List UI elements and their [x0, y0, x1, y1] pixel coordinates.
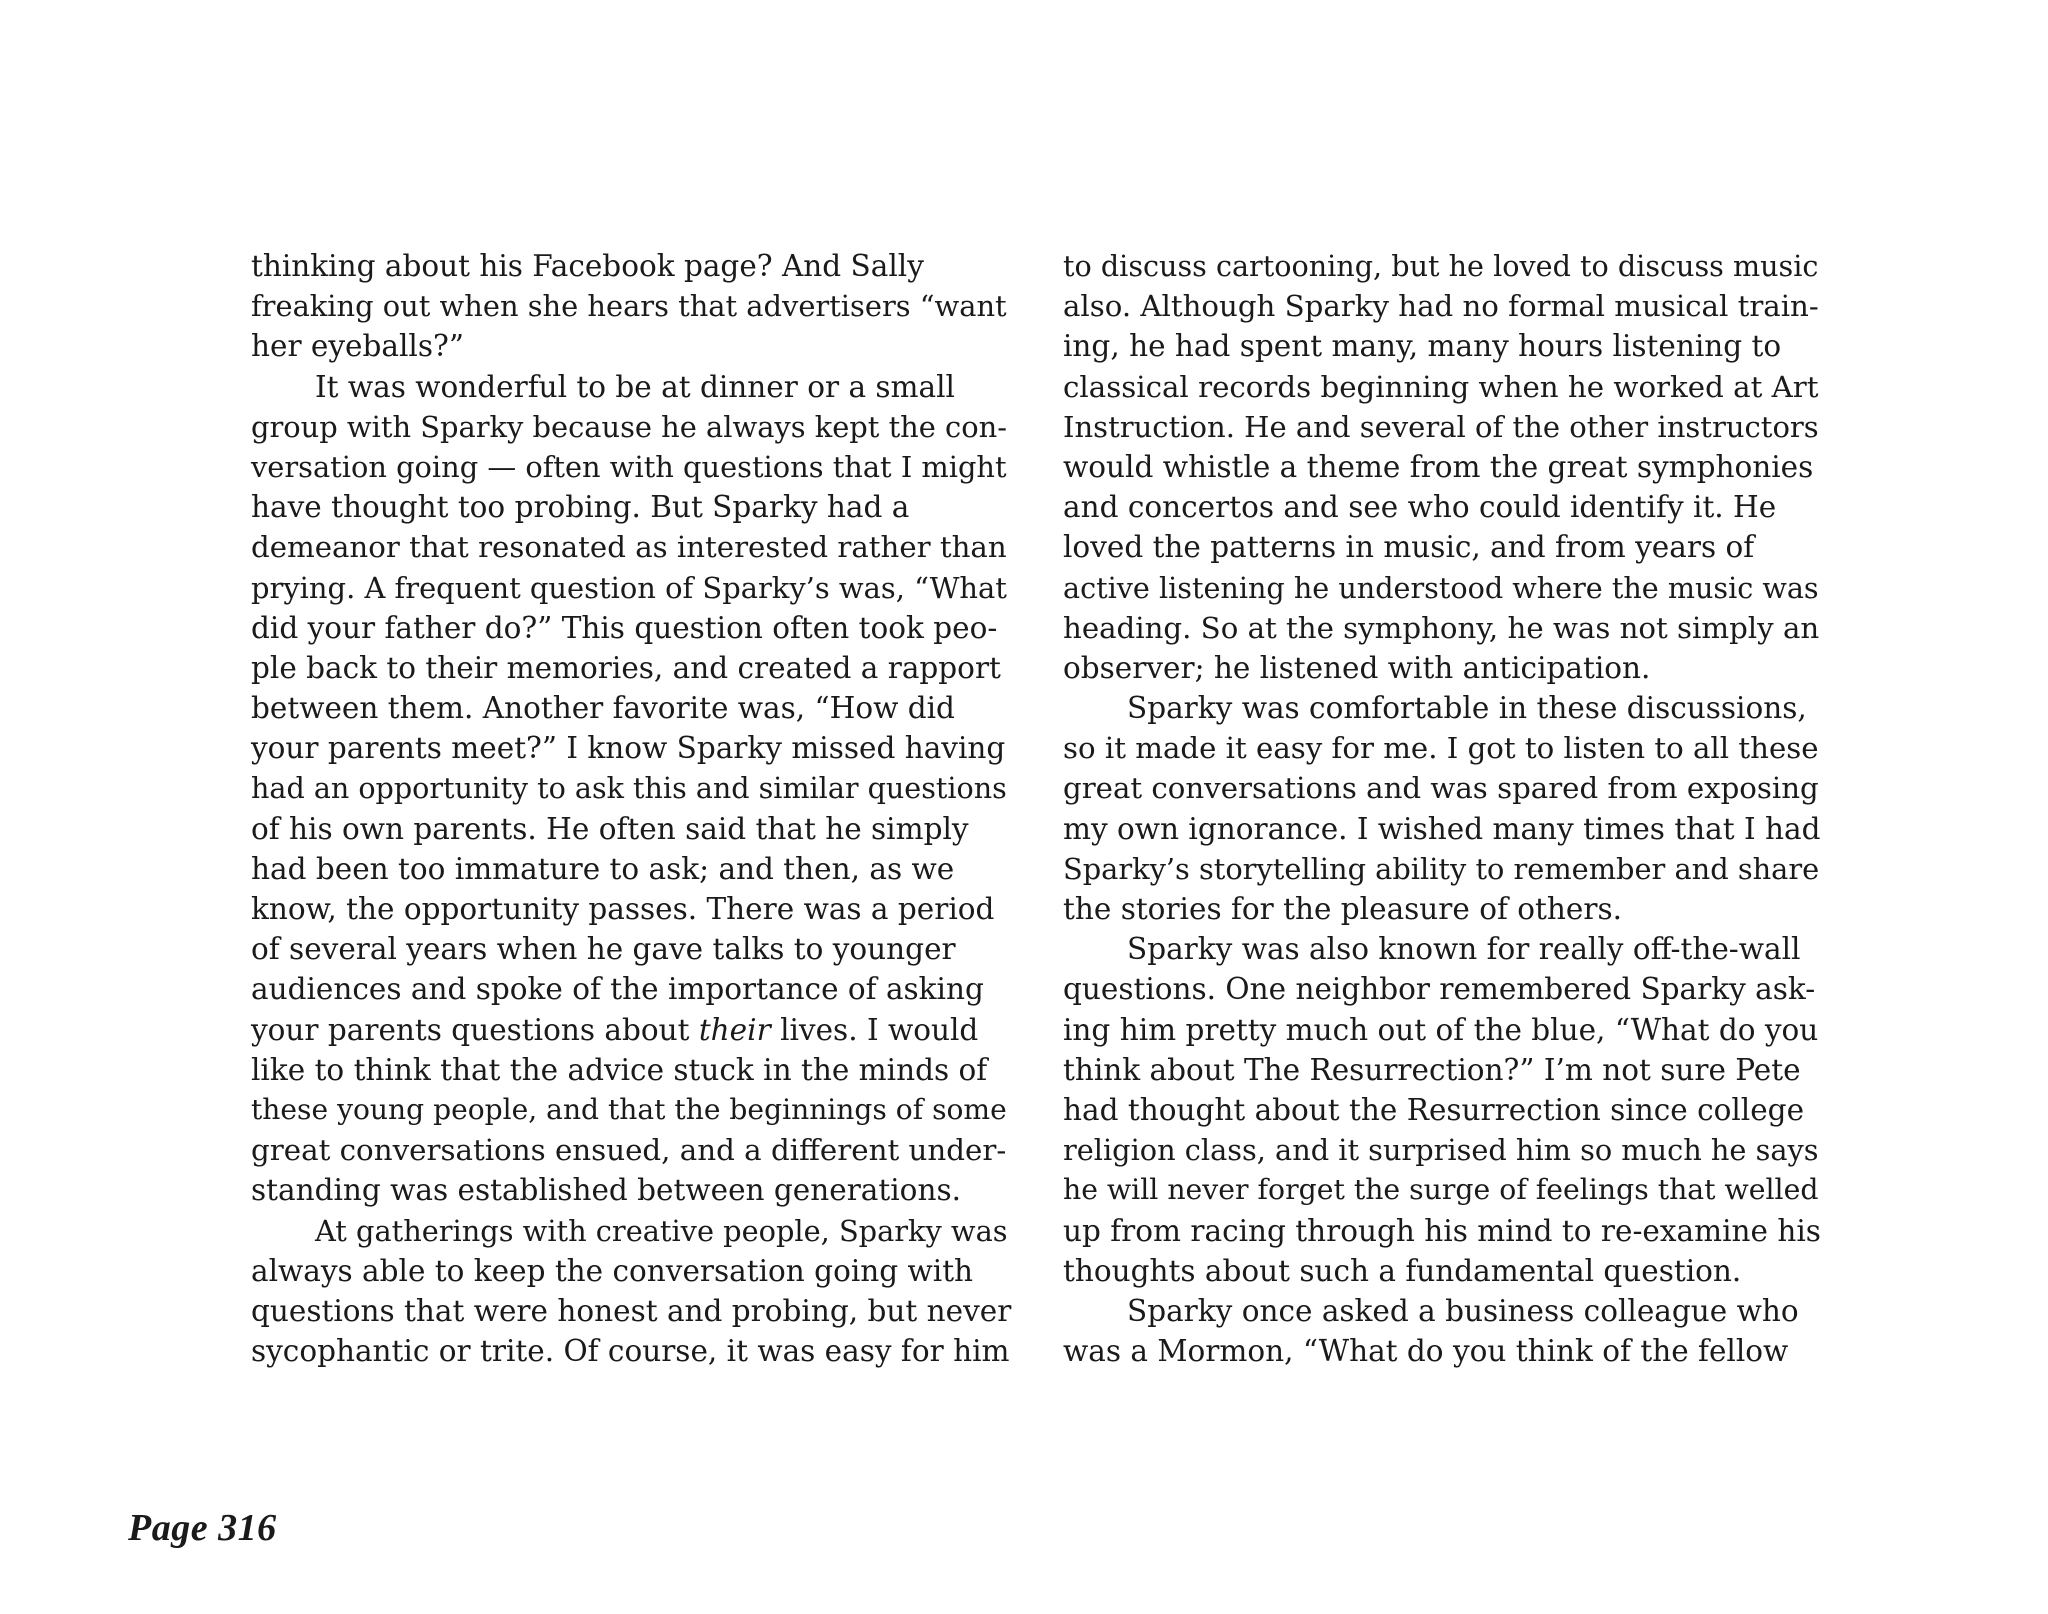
- text-line: classical records beginning when he worked at Art: [1063, 369, 1819, 404]
- text-line: thoughts about such a fundamental question.: [1063, 1253, 1742, 1288]
- text-line: he will never forget the surge of feelings that welled: [1063, 1173, 1819, 1207]
- paragraph-start-line: Sparky once asked a business colleague who: [1127, 1293, 1799, 1328]
- text-line: demeanor that resonated as interested rather than: [251, 530, 1007, 565]
- text-line: also. Although Sparky had no formal musical train-: [1063, 289, 1819, 324]
- text-line: to discuss cartooning, but he loved to discuss music: [1063, 249, 1819, 283]
- paragraph-start-line: Sparky was also known for really off-the-wall: [1127, 932, 1801, 967]
- text-line: prying. A frequent question of Sparky’s was, “What: [251, 570, 1007, 605]
- text-line: great conversations and was spared from exposing: [1063, 771, 1819, 806]
- page-number: Page 316: [128, 1507, 277, 1549]
- text-line: ing him pretty much out of the blue, “What do you: [1063, 1012, 1819, 1047]
- text-line: group with Sparky because he always kept the con-: [251, 409, 1007, 444]
- text-line: sycophantic or trite. Of course, it was easy for him: [251, 1334, 1010, 1369]
- text-line: your parents meet?” I know Sparky missed having: [251, 731, 1006, 766]
- text-line: so it made it easy for me. I got to listen to all these: [1063, 731, 1819, 766]
- text-line: heading. So at the symphony, he was not simply an: [1063, 610, 1820, 645]
- text-line: up from racing through his mind to re-examine his: [1063, 1213, 1821, 1248]
- text-line: think about The Resurrection?” I’m not sure Pete: [1063, 1052, 1801, 1087]
- text-line: between them. Another favorite was, “How did: [251, 691, 955, 726]
- text-line: my own ignorance. I wished many times that I had: [1063, 811, 1821, 846]
- text-line: of several years when he gave talks to younger: [251, 932, 956, 967]
- text-line: the stories for the pleasure of others.: [1063, 892, 1622, 926]
- text-line: loved the patterns in music, and from years of: [1063, 530, 1755, 565]
- text-line: ing, he had spent many, many hours listening to: [1063, 329, 1782, 364]
- paragraph-start-line: At gatherings with creative people, Sparky was: [315, 1213, 1008, 1248]
- text-line: like to think that the advice stuck in the minds of: [251, 1052, 988, 1087]
- text-line: thinking about his Facebook page? And Sally: [251, 249, 924, 283]
- text-segment: lives. I would: [770, 1012, 979, 1047]
- text-line: Sparky’s storytelling ability to remember and share: [1063, 851, 1820, 886]
- text-line: questions. One neighbor remembered Sparky ask-: [1063, 972, 1816, 1007]
- paragraph-start-line: It was wonderful to be at dinner or a small: [315, 369, 955, 404]
- text-line: religion class, and it surprised him so much he says: [1063, 1133, 1819, 1168]
- text-line: of his own parents. He often said that he simply: [251, 811, 969, 846]
- right-text-column: [1063, 246, 1823, 1371]
- text-line: know, the opportunity passes. There was a period: [251, 892, 995, 926]
- text-line: questions that were honest and probing, but never: [251, 1293, 1012, 1328]
- text-line: observer; he listened with anticipation.: [1063, 650, 1651, 685]
- text-line: have thought too probing. But Sparky had a: [251, 490, 910, 525]
- text-line: ple back to their memories, and created a rapport: [251, 650, 1001, 685]
- text-line: had been too immature to ask; and then, as we: [251, 851, 955, 886]
- text-line: and concertos and see who could identify it. He: [1063, 490, 1777, 525]
- text-line: had thought about the Resurrection since college: [1063, 1092, 1805, 1127]
- text-line: great conversations ensued, and a different under-: [251, 1133, 1007, 1168]
- text-line: versation going — often with questions that I might: [251, 449, 1007, 484]
- text-line: had an opportunity to ask this and similar questions: [251, 771, 1007, 806]
- text-line-with-emphasis: [251, 1010, 1011, 1050]
- text-segment: your parents questions about: [251, 1012, 699, 1047]
- left-text-column: [251, 246, 1011, 1371]
- text-line: active listening he understood where the music was: [1063, 570, 1819, 605]
- text-line: would whistle a theme from the great symphonies: [1063, 449, 1814, 484]
- text-line: her eyeballs?”: [251, 329, 464, 364]
- text-line: always able to keep the conversation going with: [251, 1253, 974, 1288]
- text-line: did your father do?” This question often took peo-: [251, 610, 998, 645]
- text-line: these young people, and that the beginnings of some: [251, 1092, 1007, 1126]
- text-line: was a Mormon, “What do you think of the fellow: [1063, 1334, 1789, 1369]
- text-line: standing was established between generations.: [251, 1173, 961, 1208]
- paragraph-start-line: Sparky was comfortable in these discussions,: [1127, 691, 1807, 726]
- text-line: Instruction. He and several of the other instructors: [1063, 409, 1819, 444]
- emphasized-word: their: [698, 1012, 771, 1047]
- text-line: freaking out when she hears that advertisers “want: [251, 289, 1007, 324]
- text-line: audiences and spoke of the importance of asking: [251, 972, 984, 1007]
